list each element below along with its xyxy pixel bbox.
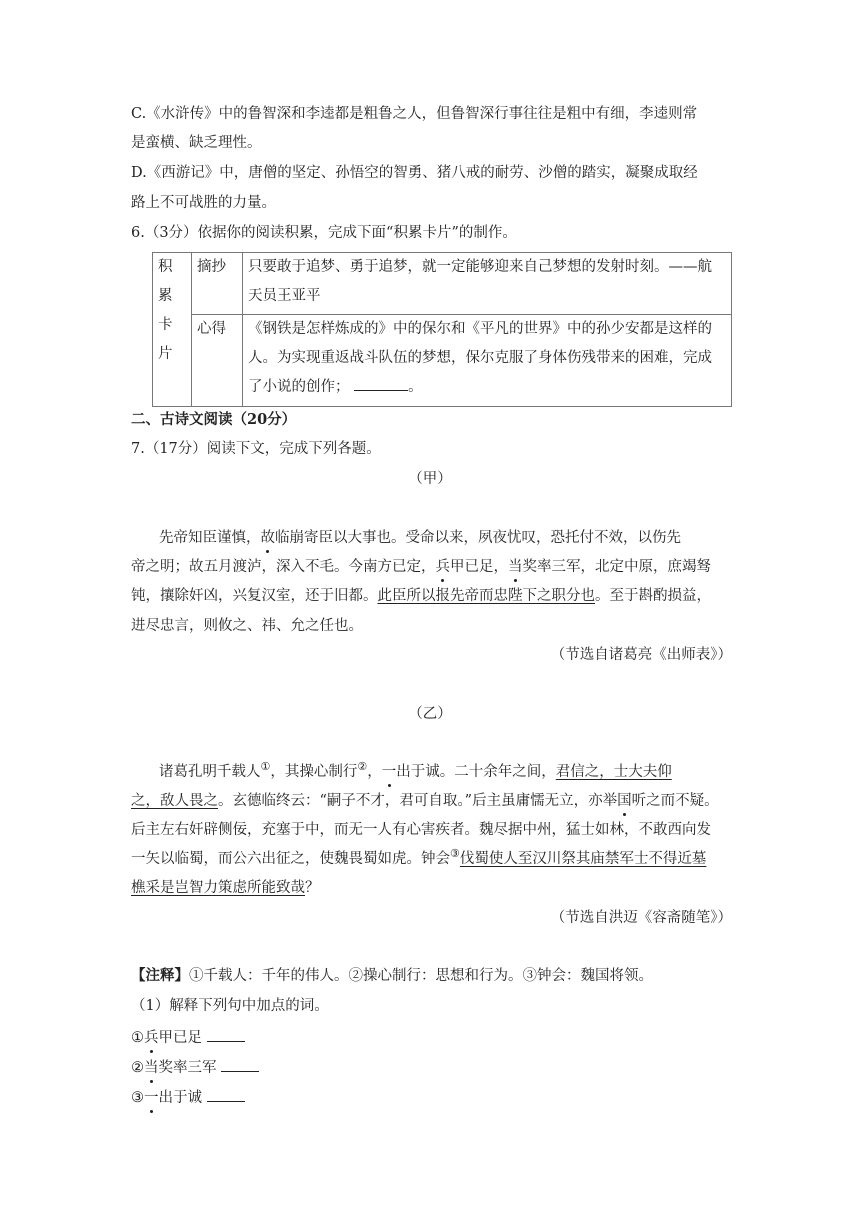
answer-blank[interactable] xyxy=(207,1086,245,1102)
answer-blank[interactable] xyxy=(354,375,408,391)
answer-blank[interactable] xyxy=(221,1056,259,1072)
underlined-sentence: 之，敌人畏之 xyxy=(131,793,218,809)
option-d-line-1: D.《西游记》中，唐僧的坚定、孙悟空的智勇、猪八戒的耐劳、沙僧的踏实，凝聚成取经 xyxy=(131,165,698,181)
passage-jia-source: （节选自诸葛亮《出师表》） xyxy=(550,647,732,663)
option-d-line-2: 路上不可战胜的力量。 xyxy=(131,195,276,211)
dotted-char: 一 xyxy=(144,1090,159,1106)
dotted-char: 国 xyxy=(617,793,632,809)
option-c-line-1: C.《水浒传》中的鲁智深和李逵都是粗鲁之人，但鲁智深行事往往是粗中有细，李逵则常 xyxy=(131,106,698,122)
sub-item-2: ②当奖率三军 xyxy=(131,1056,259,1078)
passage-yi-label: （乙） xyxy=(408,706,452,722)
dotted-char: 当 xyxy=(508,559,523,575)
underlined-sentence: 伐蜀使人至汉川祭其庙禁军士不得近墓 xyxy=(459,851,707,867)
passage-jia-label: （甲） xyxy=(408,471,452,487)
section-2-heading: 二、古诗文阅读（20分） xyxy=(131,411,297,428)
dotted-char: 兵 xyxy=(435,559,450,575)
passage-jia-line-3: 钝，攘除奸凶，兴复汉室，还于旧都。此臣所以报先帝而忠陛下之职分也。至于斟酌损益， xyxy=(131,588,711,604)
card-insight-content: 《钢铁是怎样炼成的》中的保尔和《平凡的世界》中的孙少安都是这样的 人。为实现重返战斗队伍的梦想，保尔克服了身体伤残带来的困难，完成 了小说的创作； 。 xyxy=(243,314,732,406)
question-7-stem: 7.（17分）阅读下文，完成下列各题。 xyxy=(131,441,381,457)
card-title: 积 累 卡片 xyxy=(153,253,192,407)
answer-blank[interactable] xyxy=(207,1026,245,1042)
underlined-sentence: 此臣所以报先帝而忠陛下之职分也 xyxy=(377,588,595,604)
passage-jia-line-1: 先帝知臣谨慎，故临崩寄臣以大事也。受命以来，夙夜忧叹，恐托付不效，以伤先 xyxy=(159,530,681,546)
passage-jia-line-2: 帝之明；故五月渡泸，深入不毛。今南方已定，兵甲已足，当奖率三军，北定中原，庶竭驽 xyxy=(131,559,711,575)
option-c-line-2: 是蛮横、缺乏理性。 xyxy=(131,135,262,151)
passage-yi-line-4: 一矢以临蜀，而公六出征之，使魏畏蜀如虎。钟会③伐蜀使人至汉川祭其庙禁军士不得近墓 xyxy=(131,847,707,867)
passage-yi-line-5: 樵采是岂智力策虑所能致哉？ xyxy=(131,880,320,896)
question-6-stem: 6.（3分）依据你的阅读积累，完成下面“积累卡片”的制作。 xyxy=(131,225,517,241)
card-label-excerpt: 摘抄 xyxy=(192,253,243,315)
card-label-insight: 心得 xyxy=(192,314,243,406)
underlined-sentence: 君信之，士大夫仰 xyxy=(555,764,672,780)
underlined-sentence: 樵采是岂智力策虑所能致哉 xyxy=(131,880,305,896)
passage-jia-line-4: 进尽忠言，则攸之、祎、允之任也。 xyxy=(131,618,363,634)
passage-yi-source: （节选自洪迈《容斋随笔》） xyxy=(550,910,732,926)
dotted-char: 一 xyxy=(381,764,397,780)
sub-question-1-stem: （1）解释下列句中加点的词。 xyxy=(131,998,329,1014)
accumulation-card xyxy=(152,252,732,407)
dotted-char: 当 xyxy=(144,1060,159,1076)
annotation-note: 【注释】①千载人：千年的伟人。②操心制行：思想和行为。③钟会：魏国将领。 xyxy=(131,967,653,984)
dotted-char: 故 xyxy=(260,530,275,546)
passage-yi-line-1: 诸葛孔明千载人①，其操心制行②，一出于诚。二十余年之间，君信之，士大夫仰 xyxy=(159,760,672,780)
passage-yi-line-2: 之，敌人畏之。玄德临终云：“嗣子不才，君可自取。”后主虽庸懦无立，亦举国听之而不疑。 xyxy=(131,793,719,809)
card-excerpt-content: 只要敢于追梦、勇于追梦，就一定能够迎来自己梦想的发射时刻。——航 天员王亚平 xyxy=(243,253,732,315)
sub-item-3: ③一出于诚 xyxy=(131,1086,245,1108)
dotted-char: 兵 xyxy=(144,1030,159,1046)
sub-item-1: ①兵甲已足 xyxy=(131,1026,245,1048)
passage-yi-line-3: 后主左右奸辟侧佞，充塞于中，而无一人有心害疾者。魏尽据中州，猛士如林，不敢西向发 xyxy=(131,822,711,838)
